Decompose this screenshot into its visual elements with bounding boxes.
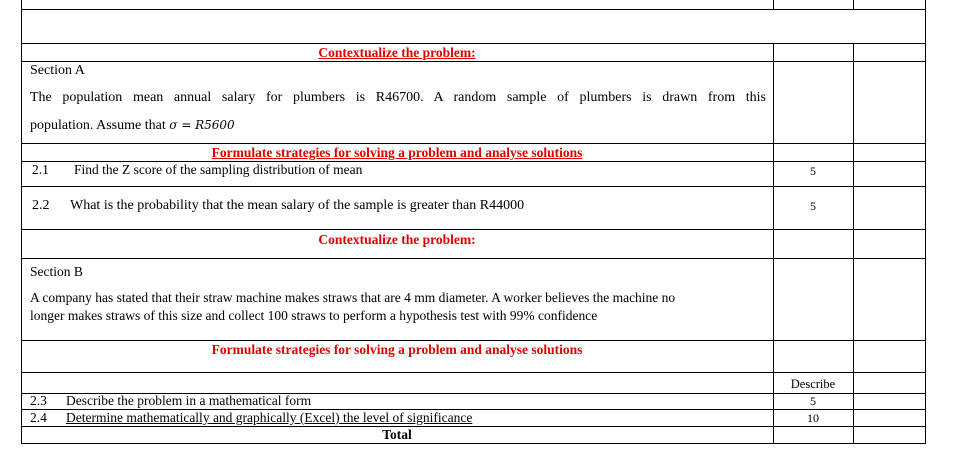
grid-line xyxy=(21,229,926,230)
total-label: Total xyxy=(382,427,412,442)
section-b-header: Contextualize the problem: xyxy=(318,232,476,247)
section-b-line1: A company has stated that their straw machine makes straws that are 4 mm diameter. A worker believes the machine no xyxy=(30,290,676,305)
question-num: 2.3 xyxy=(30,393,47,408)
grid-line xyxy=(21,186,926,187)
grid-line xyxy=(21,43,926,44)
question-num: 2.1 xyxy=(32,162,49,177)
section-a-line1: The population mean annual salary for plumbers is R46700. A random sample of plumbers is drawn from this xyxy=(30,90,766,105)
question-marks: 5 xyxy=(810,199,816,213)
grid-line xyxy=(21,61,926,62)
grid-line xyxy=(21,340,926,341)
section-a-header: Contextualize the problem: xyxy=(318,45,476,60)
section-b-line2: longer makes straws of this size and collect 100 straws to perform a hypothesis test with 99% confidence xyxy=(30,308,598,323)
section-b-strategy-header: Formulate strategies for solving a problem and analyse solutions xyxy=(211,342,583,357)
question-num: 2.4 xyxy=(30,410,47,425)
question-marks: 5 xyxy=(810,164,816,178)
grid-line xyxy=(21,0,22,444)
grid-line xyxy=(853,43,854,444)
sigma-formula: σ = R5600 xyxy=(169,118,235,132)
question-text: Find the Z score of the sampling distribution of mean xyxy=(74,162,363,177)
section-a-strategy-header: Formulate strategies for solving a problem and analyse solutions xyxy=(211,145,583,160)
section-b-label: Section B xyxy=(30,264,83,279)
question-text: Determine mathematically and graphically (Excel) the level of significance xyxy=(66,410,473,425)
section-a-label: Section A xyxy=(30,63,85,78)
grid-line xyxy=(21,258,926,259)
section-a-line2 xyxy=(30,117,235,134)
grid-line xyxy=(21,372,926,373)
question-text: What is the probability that the mean salary of the sample is greater than R44000 xyxy=(70,198,525,213)
question-marks: 5 xyxy=(810,394,816,408)
grid-line xyxy=(21,143,926,144)
question-num: 2.2 xyxy=(32,198,50,213)
grid-line xyxy=(925,0,926,444)
grid-line xyxy=(21,9,926,10)
grid-line xyxy=(21,443,926,444)
question-text: Describe the problem in a mathematical form xyxy=(66,393,312,408)
question-marks: 10 xyxy=(807,411,819,425)
marks-header: Describe xyxy=(790,377,836,391)
section-a-line2-text: population. Assume that xyxy=(30,118,166,133)
